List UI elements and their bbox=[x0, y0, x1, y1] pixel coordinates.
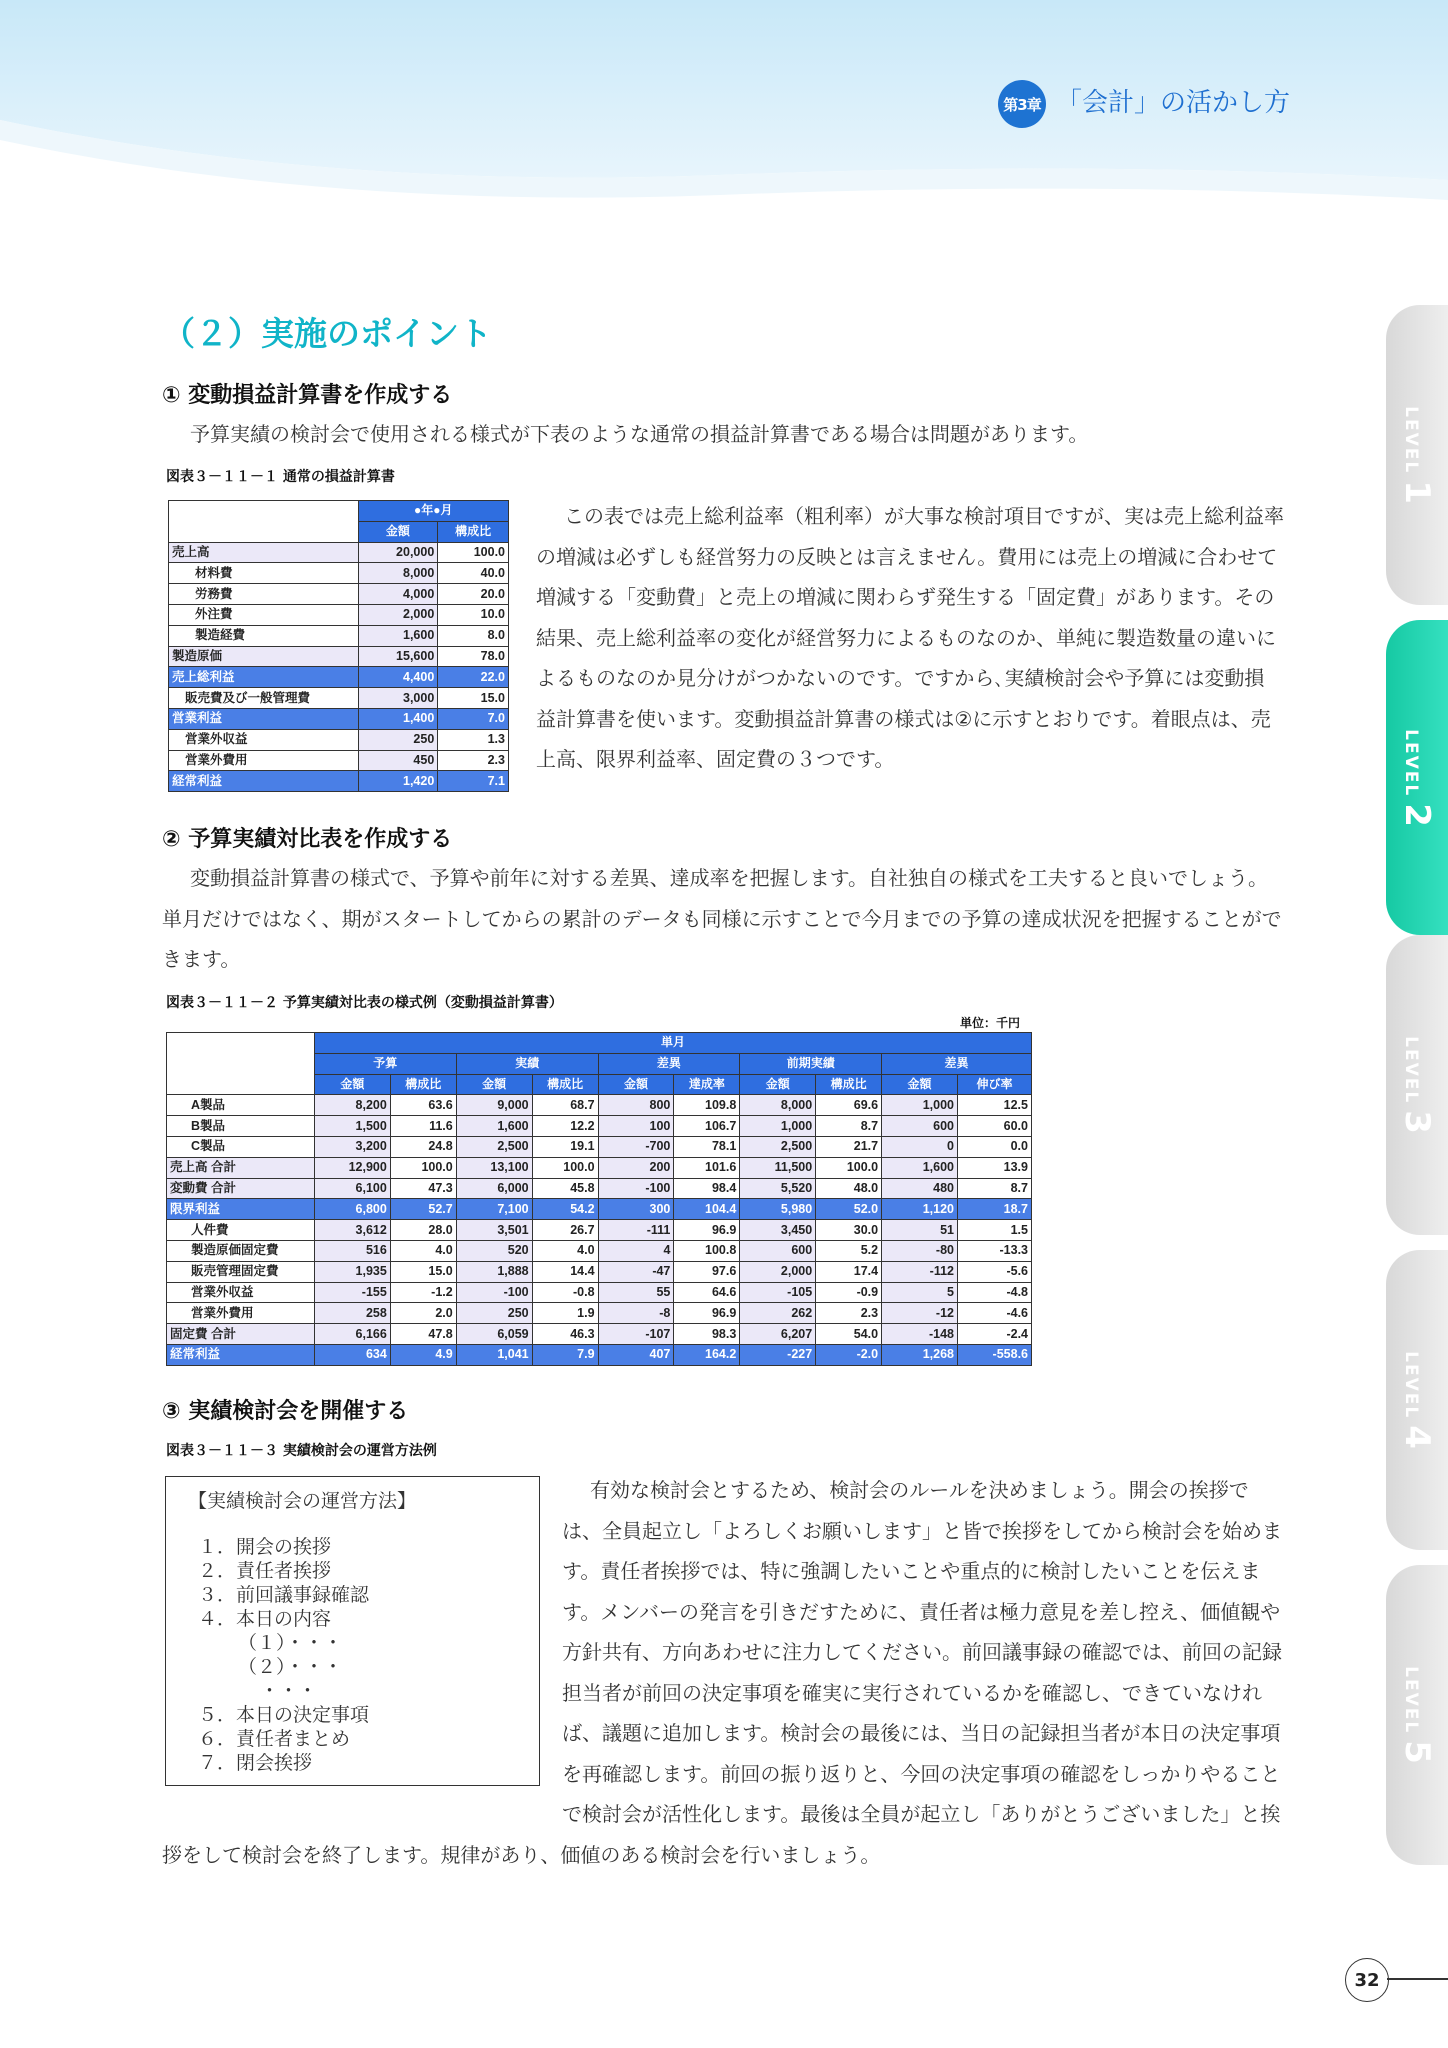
amount-cell: 1,600 bbox=[358, 625, 438, 646]
value-cell: 45.8 bbox=[532, 1178, 598, 1199]
value-cell: 109.8 bbox=[674, 1095, 740, 1116]
budget-actual-table bbox=[166, 1032, 1032, 1366]
table-row bbox=[169, 563, 509, 584]
value-cell: 78.1 bbox=[674, 1136, 740, 1157]
value-cell: 6,166 bbox=[314, 1324, 390, 1345]
sub-column-header: 構成比 bbox=[390, 1074, 456, 1095]
value-cell: 98.4 bbox=[674, 1178, 740, 1199]
row-label: 営業外費用 bbox=[167, 1303, 315, 1324]
row-label: 製造原価 bbox=[169, 646, 359, 667]
value-cell: 6,000 bbox=[456, 1178, 532, 1199]
value-cell: -100 bbox=[598, 1178, 674, 1199]
value-cell: 18.7 bbox=[958, 1199, 1032, 1220]
value-cell: 30.0 bbox=[816, 1220, 882, 1241]
value-cell: -155 bbox=[314, 1282, 390, 1303]
row-label: 営業外収益 bbox=[167, 1282, 315, 1303]
value-cell: 54.2 bbox=[532, 1199, 598, 1220]
value-cell: 3,612 bbox=[314, 1220, 390, 1241]
page-number: 32 bbox=[1345, 1958, 1389, 2002]
value-cell: 12,900 bbox=[314, 1157, 390, 1178]
budget-paragraph: 変動損益計算書の様式で、予算や前年に対する差異、達成率を把握します。自社独自の様式を工夫すると良いでしょう。単月だけではなく、期がスタートしてからの累計のデータも同様に示すことで今月までの予算の達成状況を把握することができます。 bbox=[162, 866, 1282, 971]
row-label: 材料費 bbox=[169, 563, 359, 584]
procedure-item: ５．本日の決定事項 bbox=[198, 1704, 370, 1726]
value-cell: -105 bbox=[740, 1282, 816, 1303]
value-cell: 48.0 bbox=[816, 1178, 882, 1199]
value-cell: 2,500 bbox=[740, 1136, 816, 1157]
row-label: A製品 bbox=[167, 1095, 315, 1116]
chapter-title: 「会計」の活かし方 bbox=[1056, 88, 1291, 118]
row-label: 限界利益 bbox=[167, 1199, 315, 1220]
sub-column-header: 金額 bbox=[598, 1074, 674, 1095]
value-cell: 52.0 bbox=[816, 1199, 882, 1220]
value-cell: 1.5 bbox=[958, 1220, 1032, 1241]
table-row bbox=[167, 1178, 1032, 1199]
value-cell: 17.4 bbox=[816, 1261, 882, 1282]
value-cell: 7.9 bbox=[532, 1344, 598, 1365]
ratio-cell: 15.0 bbox=[438, 688, 509, 709]
value-cell: -700 bbox=[598, 1136, 674, 1157]
table-row bbox=[169, 750, 509, 771]
procedure-item: ６．責任者まとめ bbox=[198, 1728, 351, 1750]
amount-cell: 250 bbox=[358, 729, 438, 750]
value-cell: 1,600 bbox=[456, 1116, 532, 1137]
value-cell: 1,000 bbox=[740, 1116, 816, 1137]
sub-column-header: 達成率 bbox=[674, 1074, 740, 1095]
column-group-header: 前期実績 bbox=[740, 1053, 882, 1074]
value-cell: 106.7 bbox=[674, 1116, 740, 1137]
value-cell: -148 bbox=[882, 1324, 958, 1345]
ratio-cell: 7.1 bbox=[438, 771, 509, 792]
chapter-badge: 第3章 bbox=[998, 80, 1046, 128]
value-cell: 6,059 bbox=[456, 1324, 532, 1345]
table-row bbox=[167, 1220, 1032, 1241]
level-tab-number: 1 bbox=[1397, 480, 1438, 504]
value-cell: 47.8 bbox=[390, 1324, 456, 1345]
level-tab-number: 5 bbox=[1397, 1740, 1438, 1764]
amount-cell: 4,000 bbox=[358, 584, 438, 605]
amount-cell: 15,600 bbox=[358, 646, 438, 667]
row-label: 固定費 合計 bbox=[167, 1324, 315, 1345]
value-cell: 2,500 bbox=[456, 1136, 532, 1157]
value-cell: 21.7 bbox=[816, 1136, 882, 1157]
table-row bbox=[169, 646, 509, 667]
value-cell: 55 bbox=[598, 1282, 674, 1303]
level-tab-number: 4 bbox=[1397, 1425, 1438, 1449]
level-tab-word: LEVEL bbox=[1401, 406, 1422, 475]
col-amount: 金額 bbox=[358, 521, 438, 542]
table-row bbox=[169, 604, 509, 625]
level-tab-word: LEVEL bbox=[1401, 1666, 1422, 1735]
heading-3: ③ 実績検討会を開催する bbox=[162, 1399, 409, 1424]
table-row bbox=[169, 542, 509, 563]
ratio-cell: 8.0 bbox=[438, 625, 509, 646]
value-cell: 1,600 bbox=[882, 1157, 958, 1178]
level-tab-4[interactable] bbox=[1386, 1250, 1448, 1550]
value-cell: -227 bbox=[740, 1344, 816, 1365]
value-cell: 46.3 bbox=[532, 1324, 598, 1345]
procedure-title: 【実績検討会の運営方法】 bbox=[188, 1490, 417, 1512]
value-cell: -47 bbox=[598, 1261, 674, 1282]
ratio-cell: 7.0 bbox=[438, 708, 509, 729]
section-title: （２）実施のポイント bbox=[162, 314, 492, 353]
value-cell: -8 bbox=[598, 1303, 674, 1324]
value-cell: -0.8 bbox=[532, 1282, 598, 1303]
value-cell: 4 bbox=[598, 1240, 674, 1261]
row-label: 売上総利益 bbox=[169, 667, 359, 688]
value-cell: 600 bbox=[882, 1116, 958, 1137]
value-cell: -5.6 bbox=[958, 1261, 1032, 1282]
value-cell: 97.6 bbox=[674, 1261, 740, 1282]
value-cell: -111 bbox=[598, 1220, 674, 1241]
value-cell: 8,200 bbox=[314, 1095, 390, 1116]
row-label: 変動費 合計 bbox=[167, 1178, 315, 1199]
value-cell: 4.0 bbox=[390, 1240, 456, 1261]
value-cell: 1.9 bbox=[532, 1303, 598, 1324]
table-row bbox=[169, 729, 509, 750]
value-cell: 600 bbox=[740, 1240, 816, 1261]
table-row bbox=[167, 1136, 1032, 1157]
row-label: 販売費及び一般管理費 bbox=[169, 688, 359, 709]
table-row bbox=[167, 1157, 1032, 1178]
procedure-item: １．開会の挨拶 bbox=[198, 1536, 332, 1558]
ratio-cell: 100.0 bbox=[438, 542, 509, 563]
ratio-cell: 20.0 bbox=[438, 584, 509, 605]
value-cell: -80 bbox=[882, 1240, 958, 1261]
value-cell: 8.7 bbox=[958, 1178, 1032, 1199]
value-cell: 1,500 bbox=[314, 1116, 390, 1137]
value-cell: 200 bbox=[598, 1157, 674, 1178]
side-paragraph: この表では売上総利益率（粗利率）が大事な検討項目ですが、実は売上総利益率の増減は必ずしも経営努力の反映とは言えません。費用には売上の増減に合わせて増減する「変動費」と売上の増減に関わらず発生する「固定費」があります。その結果、売上総利益率の変化が経営努力によるものなのか、単純に製造数量の違いによるものなのか見分けがつかないのです。ですから､実績検討会や予算には変動損益計算書を使います。変動損益計算書の様式は②に示すとおりです。着眼点は、売上高、限界利益率、固定費の３つです。 bbox=[536, 504, 1284, 771]
ratio-cell: 40.0 bbox=[438, 563, 509, 584]
amount-cell: 4,400 bbox=[358, 667, 438, 688]
amount-cell: 450 bbox=[358, 750, 438, 771]
row-label: C製品 bbox=[167, 1136, 315, 1157]
value-cell: 100.0 bbox=[532, 1157, 598, 1178]
value-cell: 100.0 bbox=[390, 1157, 456, 1178]
value-cell: 64.6 bbox=[674, 1282, 740, 1303]
value-cell: -2.0 bbox=[816, 1344, 882, 1365]
value-cell: 0 bbox=[882, 1136, 958, 1157]
value-cell: 5,520 bbox=[740, 1178, 816, 1199]
value-cell: 1,041 bbox=[456, 1344, 532, 1365]
income-statement-table bbox=[168, 500, 509, 792]
row-label: 人件費 bbox=[167, 1220, 315, 1241]
procedure-item: ・・・ bbox=[260, 1680, 318, 1702]
value-cell: 101.6 bbox=[674, 1157, 740, 1178]
value-cell: 12.2 bbox=[532, 1116, 598, 1137]
sub-column-header: 金額 bbox=[314, 1074, 390, 1095]
procedure-item: （１）・・・ bbox=[238, 1632, 343, 1654]
value-cell: 52.7 bbox=[390, 1199, 456, 1220]
procedure-item: ４．本日の内容 bbox=[198, 1608, 332, 1630]
table-row bbox=[169, 625, 509, 646]
value-cell: 516 bbox=[314, 1240, 390, 1261]
value-cell: 4.9 bbox=[390, 1344, 456, 1365]
value-cell: -107 bbox=[598, 1324, 674, 1345]
table-row bbox=[169, 667, 509, 688]
level-tab-5[interactable] bbox=[1386, 1565, 1448, 1865]
level-tab-number: 3 bbox=[1397, 1110, 1438, 1134]
level-tab-2[interactable] bbox=[1386, 620, 1448, 935]
value-cell: 300 bbox=[598, 1199, 674, 1220]
value-cell: 13.9 bbox=[958, 1157, 1032, 1178]
column-group-header: 差異 bbox=[882, 1053, 1032, 1074]
intro-paragraph: 予算実績の検討会で使用される様式が下表のような通常の損益計算書である場合は問題があります。 bbox=[190, 422, 1089, 446]
table-row bbox=[169, 708, 509, 729]
value-cell: 51 bbox=[882, 1220, 958, 1241]
table-row bbox=[167, 1282, 1032, 1303]
row-label: 外注費 bbox=[169, 604, 359, 625]
value-cell: 480 bbox=[882, 1178, 958, 1199]
value-cell: 6,100 bbox=[314, 1178, 390, 1199]
value-cell: 634 bbox=[314, 1344, 390, 1365]
value-cell: 262 bbox=[740, 1303, 816, 1324]
table-row bbox=[167, 1116, 1032, 1137]
value-cell: 800 bbox=[598, 1095, 674, 1116]
row-label: 販売管理固定費 bbox=[167, 1261, 315, 1282]
value-cell: 8.7 bbox=[816, 1116, 882, 1137]
level-tab-number: 2 bbox=[1397, 802, 1438, 827]
level-tab-1[interactable] bbox=[1386, 305, 1448, 605]
amount-cell: 20,000 bbox=[358, 542, 438, 563]
row-label: 経常利益 bbox=[167, 1344, 315, 1365]
value-cell: -13.3 bbox=[958, 1240, 1032, 1261]
value-cell: 7,100 bbox=[456, 1199, 532, 1220]
period-header: ●年●月 bbox=[358, 501, 508, 522]
value-cell: 96.9 bbox=[674, 1303, 740, 1324]
value-cell: 13,100 bbox=[456, 1157, 532, 1178]
value-cell: 2.0 bbox=[390, 1303, 456, 1324]
value-cell: 9,000 bbox=[456, 1095, 532, 1116]
row-label: 営業外費用 bbox=[169, 750, 359, 771]
value-cell: 3,450 bbox=[740, 1220, 816, 1241]
row-label: 製造経費 bbox=[169, 625, 359, 646]
meeting-paragraph bbox=[162, 1470, 1284, 1875]
procedure-item: （２）・・・ bbox=[238, 1656, 343, 1678]
value-cell: 6,207 bbox=[740, 1324, 816, 1345]
row-label: 労務費 bbox=[169, 584, 359, 605]
heading-2: ② 予算実績対比表を作成する bbox=[162, 827, 453, 852]
amount-cell: 1,420 bbox=[358, 771, 438, 792]
unit-label: 単位：千円 bbox=[960, 1016, 1021, 1030]
value-cell: 520 bbox=[456, 1240, 532, 1261]
value-cell: -12 bbox=[882, 1303, 958, 1324]
value-cell: 3,200 bbox=[314, 1136, 390, 1157]
column-group-header: 差異 bbox=[598, 1053, 740, 1074]
table-row bbox=[167, 1199, 1032, 1220]
value-cell: 28.0 bbox=[390, 1220, 456, 1241]
row-label: B製品 bbox=[167, 1116, 315, 1137]
level-tab-word: LEVEL bbox=[1401, 1351, 1422, 1420]
amount-cell: 3,000 bbox=[358, 688, 438, 709]
procedure-item: ２．責任者挨拶 bbox=[198, 1560, 332, 1582]
value-cell: 60.0 bbox=[958, 1116, 1032, 1137]
value-cell: -4.8 bbox=[958, 1282, 1032, 1303]
value-cell: 98.3 bbox=[674, 1324, 740, 1345]
value-cell: -0.9 bbox=[816, 1282, 882, 1303]
table-row bbox=[169, 584, 509, 605]
value-cell: 11.6 bbox=[390, 1116, 456, 1137]
value-cell: 96.9 bbox=[674, 1220, 740, 1241]
value-cell: 19.1 bbox=[532, 1136, 598, 1157]
value-cell: 100.0 bbox=[816, 1157, 882, 1178]
row-label: 売上高 bbox=[169, 542, 359, 563]
table-row bbox=[169, 771, 509, 792]
value-cell: 54.0 bbox=[816, 1324, 882, 1345]
table-row bbox=[167, 1303, 1032, 1324]
table-row bbox=[167, 1095, 1032, 1116]
sub-column-header: 金額 bbox=[740, 1074, 816, 1095]
row-label: 売上高 合計 bbox=[167, 1157, 315, 1178]
figure-caption-3: 図表３－１１－３ 実績検討会の運営方法例 bbox=[166, 1443, 437, 1459]
value-cell: 258 bbox=[314, 1303, 390, 1324]
ratio-cell: 1.3 bbox=[438, 729, 509, 750]
value-cell: 14.4 bbox=[532, 1261, 598, 1282]
value-cell: 47.3 bbox=[390, 1178, 456, 1199]
value-cell: 100.8 bbox=[674, 1240, 740, 1261]
column-group-header: 実績 bbox=[456, 1053, 598, 1074]
value-cell: 164.2 bbox=[674, 1344, 740, 1365]
table-row bbox=[167, 1261, 1032, 1282]
amount-cell: 1,400 bbox=[358, 708, 438, 729]
column-group-header: 予算 bbox=[314, 1053, 456, 1074]
value-cell: 2,000 bbox=[740, 1261, 816, 1282]
meeting-text: 有効な検討会とするため、検討会のルールを決めましょう。開会の挨拶では、全員起立し「よろしくお願いします」と皆で挨拶をしてから検討会を始めます。責任者挨拶では、特に強調したいことや重点的に検討したいことを伝えます。メンバーの発言を引きだすために、責任者は極力意見を差し控え、価値観や方針共有、方向あわせに注力してください。前回議事録の確認では、前回の記録担当者が前回の決定事項を確実に実行されているかを確認し、できていなければ、議題に追加します。検討会の最後には、当日の記録担当者が本日の決定事項を再確認します。前回の振り返りと、今回の決定事項の確認をしっかりやることで検討会が活性化します。最後は全員が起立し「ありがとうございました」と挨拶をして検討会を終了します。規律があり、価値のある検討会を行いましょう。 bbox=[162, 1478, 1282, 1867]
value-cell: 12.5 bbox=[958, 1095, 1032, 1116]
level-tab-word: LEVEL bbox=[1401, 728, 1422, 797]
row-label: 営業外収益 bbox=[169, 729, 359, 750]
value-cell: 5 bbox=[882, 1282, 958, 1303]
level-tab-word: LEVEL bbox=[1401, 1036, 1422, 1105]
table-row bbox=[167, 1324, 1032, 1345]
value-cell: 15.0 bbox=[390, 1261, 456, 1282]
value-cell: 68.7 bbox=[532, 1095, 598, 1116]
sub-column-header: 金額 bbox=[456, 1074, 532, 1095]
amount-cell: 2,000 bbox=[358, 604, 438, 625]
value-cell: 4.0 bbox=[532, 1240, 598, 1261]
value-cell: -2.4 bbox=[958, 1324, 1032, 1345]
sub-column-header: 構成比 bbox=[816, 1074, 882, 1095]
ratio-cell: 78.0 bbox=[438, 646, 509, 667]
value-cell: 1,268 bbox=[882, 1344, 958, 1365]
row-label: 営業利益 bbox=[169, 708, 359, 729]
value-cell: 69.6 bbox=[816, 1095, 882, 1116]
value-cell: 5,980 bbox=[740, 1199, 816, 1220]
value-cell: 1,120 bbox=[882, 1199, 958, 1220]
value-cell: 24.8 bbox=[390, 1136, 456, 1157]
procedure-item: ７．閉会挨拶 bbox=[198, 1752, 313, 1774]
value-cell: -100 bbox=[456, 1282, 532, 1303]
value-cell: 6,800 bbox=[314, 1199, 390, 1220]
ratio-cell: 10.0 bbox=[438, 604, 509, 625]
value-cell: 26.7 bbox=[532, 1220, 598, 1241]
value-cell: -1.2 bbox=[390, 1282, 456, 1303]
table-row bbox=[169, 688, 509, 709]
value-cell: 11,500 bbox=[740, 1157, 816, 1178]
value-cell: 0.0 bbox=[958, 1136, 1032, 1157]
value-cell: 3,501 bbox=[456, 1220, 532, 1241]
table-row bbox=[167, 1240, 1032, 1261]
page-number-rule bbox=[1387, 1978, 1448, 1980]
value-cell: 407 bbox=[598, 1344, 674, 1365]
value-cell: 1,888 bbox=[456, 1261, 532, 1282]
value-cell: 63.6 bbox=[390, 1095, 456, 1116]
heading-1: ① 変動損益計算書を作成する bbox=[162, 383, 453, 408]
sub-column-header: 伸び率 bbox=[958, 1074, 1032, 1095]
value-cell: 104.4 bbox=[674, 1199, 740, 1220]
value-cell: 100 bbox=[598, 1116, 674, 1137]
value-cell: 8,000 bbox=[740, 1095, 816, 1116]
sub-column-header: 構成比 bbox=[532, 1074, 598, 1095]
table-row bbox=[167, 1344, 1032, 1365]
value-cell: 1,935 bbox=[314, 1261, 390, 1282]
value-cell: 250 bbox=[456, 1303, 532, 1324]
value-cell: 2.3 bbox=[816, 1303, 882, 1324]
ratio-cell: 22.0 bbox=[438, 667, 509, 688]
value-cell: -4.6 bbox=[958, 1303, 1032, 1324]
row-label: 経常利益 bbox=[169, 771, 359, 792]
sub-column-header: 金額 bbox=[882, 1074, 958, 1095]
ratio-cell: 2.3 bbox=[438, 750, 509, 771]
amount-cell: 8,000 bbox=[358, 563, 438, 584]
group-header: 単月 bbox=[314, 1033, 1031, 1054]
value-cell: 5.2 bbox=[816, 1240, 882, 1261]
procedure-item: ３．前回議事録確認 bbox=[198, 1584, 370, 1606]
level-tab-3[interactable] bbox=[1386, 935, 1448, 1235]
row-label: 製造原価固定費 bbox=[167, 1240, 315, 1261]
value-cell: -558.6 bbox=[958, 1344, 1032, 1365]
col-ratio: 構成比 bbox=[438, 521, 509, 542]
figure-caption-2: 図表３－１１－２ 予算実績対比表の様式例（変動損益計算書） bbox=[166, 995, 563, 1011]
value-cell: -112 bbox=[882, 1261, 958, 1282]
value-cell: 1,000 bbox=[882, 1095, 958, 1116]
figure-caption-1: 図表３－１１－１ 通常の損益計算書 bbox=[166, 469, 395, 485]
